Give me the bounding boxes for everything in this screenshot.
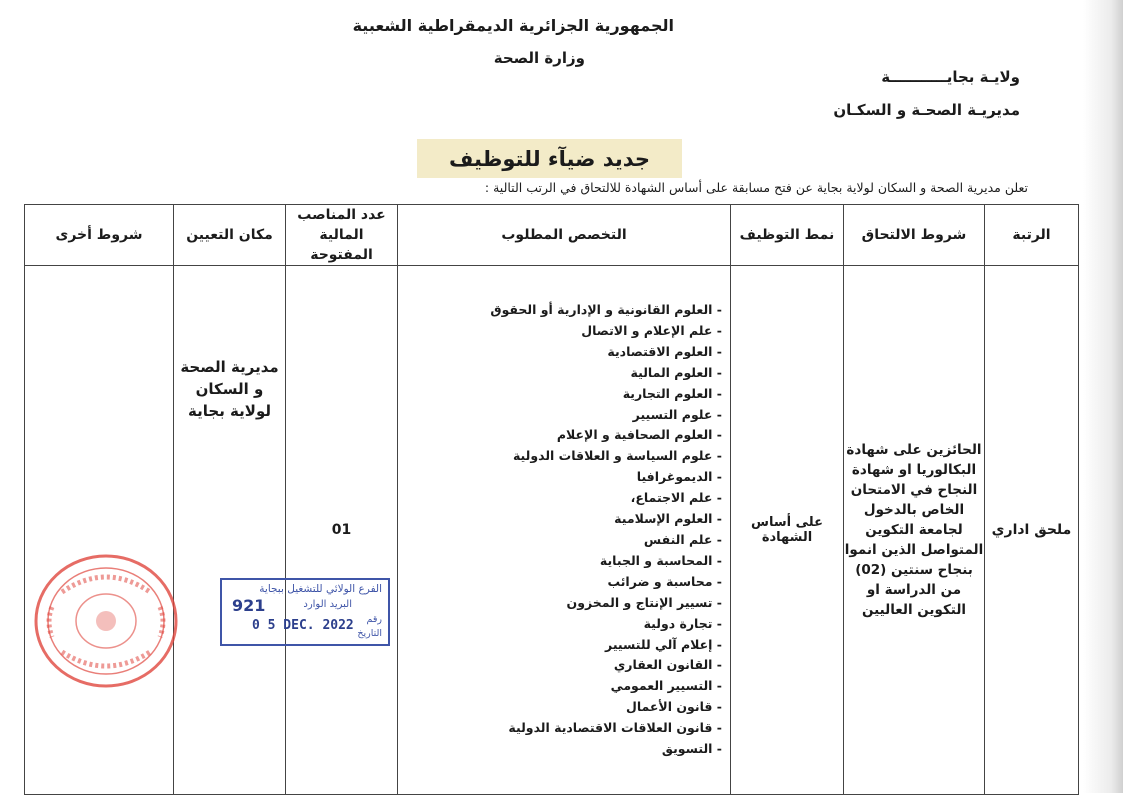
official-seal-icon: [32, 552, 180, 690]
list-item: - العلوم القانونية و الإدارية أو الحقوق: [398, 300, 722, 321]
list-item: - محاسبة و ضرائب: [398, 572, 722, 593]
specialties-list: [398, 300, 730, 760]
list-item: - العلوم الاقتصادية: [398, 342, 722, 363]
recruitment-table: [24, 204, 1079, 795]
cell-rank: ملحق اداري: [985, 266, 1079, 795]
list-item: - إعلام آلي للتسيير: [398, 635, 722, 656]
stamp-office-text: الفرع الولائي للتشغيل ببجاية: [259, 583, 382, 595]
cell-mode: على أساس الشهادة: [731, 266, 844, 795]
header-mode: نمط التوظيف: [731, 205, 844, 266]
received-mail-stamp: [220, 578, 390, 646]
stamp-mail-text: البريد الوارد: [303, 599, 352, 610]
list-item: - المحاسبة و الجباية: [398, 551, 722, 572]
cell-conditions: الحائزين على شهادة البكالوريا او شهادة النجاح في الامتحان الخاص بالدخول لجامعة التكوين المتواصل الذين انموا بنجاح سنتين (02) من الدراسة او التكوين العاليين: [844, 266, 985, 795]
list-item: - العلوم الإسلامية: [398, 509, 722, 530]
list-item: - قانون العلاقات الاقتصادية الدولية: [398, 718, 722, 739]
stamp-number: 921: [232, 596, 266, 615]
page-edge-shadow: [1083, 0, 1123, 793]
ministry-heading: وزارة الصحة: [493, 49, 585, 67]
list-item: - القانون العقاري: [398, 655, 722, 676]
cell-other: [25, 266, 174, 795]
list-item: - الديموغرافيا: [398, 467, 722, 488]
header-rank: الرتبة: [985, 205, 1079, 266]
list-item: - علوم التسيير: [398, 405, 722, 426]
header-conditions: شروط الالتحاق: [844, 205, 985, 266]
list-item: - العلوم الصحافية و الإعلام: [398, 425, 722, 446]
list-item: - علوم السياسة و العلاقات الدولية: [398, 446, 722, 467]
list-item: - العلوم التجارية: [398, 384, 722, 405]
stamp-number-label: رقم: [366, 614, 382, 625]
cell-specialties: [398, 266, 731, 795]
recruitment-banner: جديد ضيآء للتوظيف: [417, 139, 682, 178]
list-item: - التسويق: [398, 739, 722, 760]
list-item: - تسيير الإنتاج و المخزون: [398, 593, 722, 614]
stamp-date: 0 5 DEC. 2022: [252, 618, 354, 633]
list-item: - علم الإعلام و الاتصال: [398, 321, 722, 342]
wilaya-heading: ولايـة بجايـــــــــــة: [881, 68, 1020, 86]
table-header-row: [25, 205, 1079, 266]
header-posts: عدد المناصب المالية المفتوحة: [286, 205, 398, 266]
republic-heading: الجمهورية الجزائرية الديمقراطية الشعبية: [352, 16, 674, 35]
list-item: - علم النفس: [398, 530, 722, 551]
list-item: - التسيير العمومي: [398, 676, 722, 697]
list-item: - قانون الأعمال: [398, 697, 722, 718]
announcement-intro: تعلن مديرية الصحة و السكان لولاية بجاية عن فتح مسابقة على أساس الشهادة للالتحاق في الرتب التالية :: [484, 180, 1028, 195]
list-item: - العلوم المالية: [398, 363, 722, 384]
cell-place: مديرية الصحة و السكان لولاية بجاية: [174, 266, 286, 795]
header-other: شروط أخرى: [25, 205, 174, 266]
header-specialties: التخصص المطلوب: [398, 205, 731, 266]
stamp-date-label: التاريخ: [357, 628, 382, 639]
list-item: - علم الاجتماع،: [398, 488, 722, 509]
header-place: مكان التعيين: [174, 205, 286, 266]
cell-posts: 01: [286, 266, 398, 795]
directorate-heading: مديريـة الصحـة و السكـان: [833, 101, 1020, 119]
table-row: [25, 266, 1079, 795]
list-item: - تجارة دولية: [398, 614, 722, 635]
